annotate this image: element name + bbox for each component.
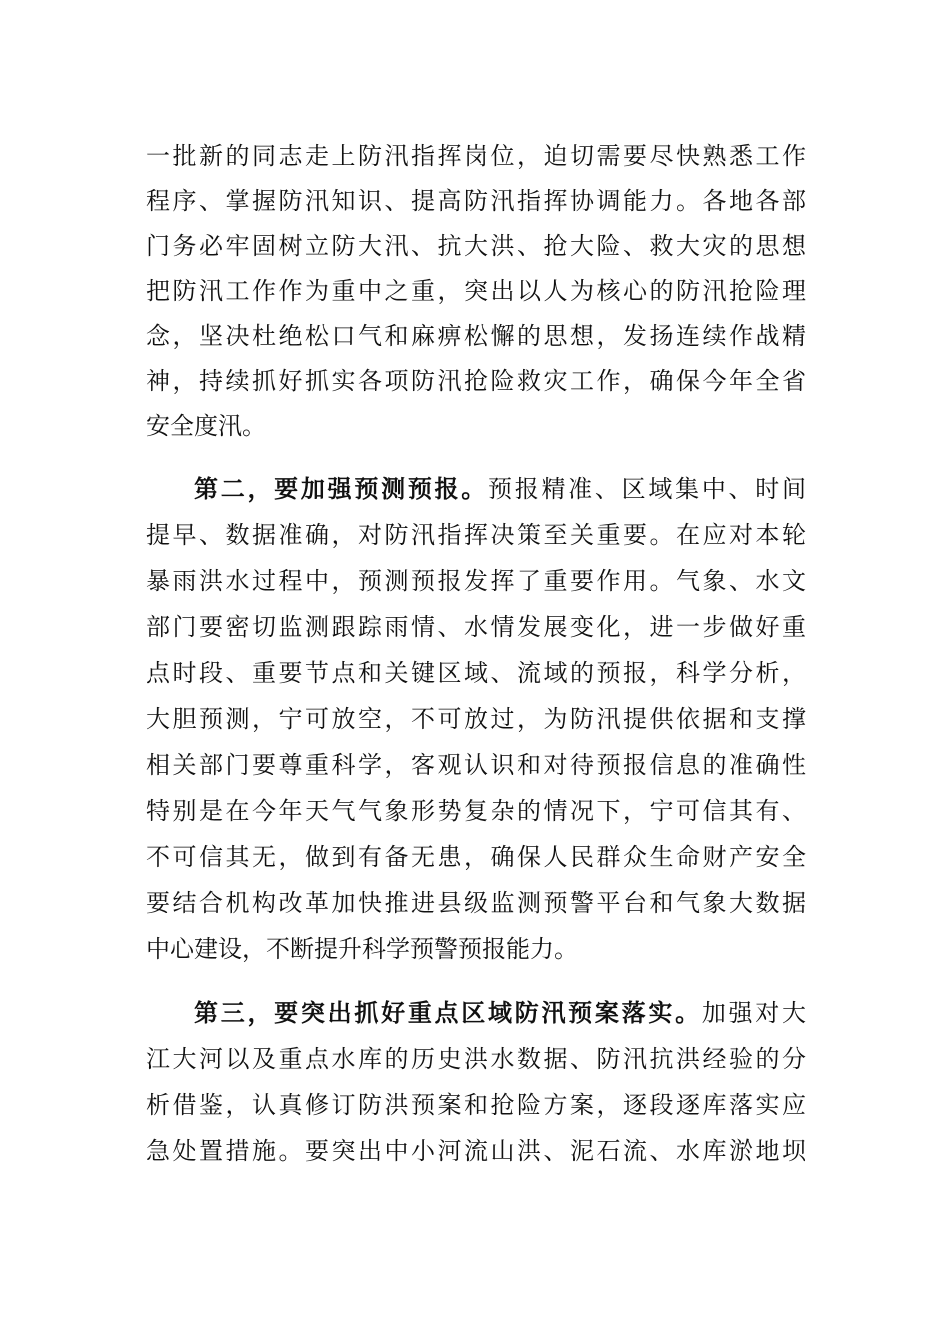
text-line-21: 析借鉴，认真修订防洪预案和抢险方案，逐段逐库落实应 xyxy=(146,1091,806,1119)
text-line-18: 中心建设，不断提升科学预警预报能力。 xyxy=(146,935,578,963)
section-3-first-line xyxy=(194,993,806,1033)
text-line-14: 相关部门要尊重科学，客观认识和对待预报信息的准确性 xyxy=(146,751,806,779)
text-line-11: 部门要密切监测跟踪雨情、水情发展变化，进一步做好重 xyxy=(146,613,806,641)
text-line-13: 大胆预测，宁可放空，不可放过，为防汛提供依据和支撑 xyxy=(146,705,806,733)
text-line-7: 安全度汛。 xyxy=(146,412,266,440)
text-line-1: 一批新的同志走上防汛指挥岗位，迫切需要尽快熟悉工作 xyxy=(146,142,806,170)
text-line-15: 特别是在今年天气气象形势复杂的情况下，宁可信其有、 xyxy=(146,797,806,825)
text-line-16: 不可信其无，做到有备无患，确保人民群众生命财产安全 xyxy=(146,843,806,871)
text-line-3: 门务必牢固树立防大汛、抗大洪、抢大险、救大灾的思想 xyxy=(146,232,806,260)
text-line-9: 提早、数据准确，对防汛指挥决策至关重要。在应对本轮 xyxy=(146,521,806,549)
text-line-2: 程序、掌握防汛知识、提高防汛指挥协调能力。各地各部 xyxy=(146,187,806,215)
section-2-heading: 第二，要加强预测预报。 xyxy=(194,475,488,503)
section-2-first-line xyxy=(194,469,806,509)
text-line-17: 要结合机构改革加快推进县级监测预警平台和气象大数据 xyxy=(146,889,806,917)
text-line-4: 把防汛工作作为重中之重，突出以人为核心的防汛抢险理 xyxy=(146,277,806,305)
section-2-lead-text: 预报精准、区域集中、时间 xyxy=(488,475,806,503)
text-line-6: 神，持续抓好抓实各项防汛抢险救灾工作，确保今年全省 xyxy=(146,367,806,395)
text-line-20: 江大河以及重点水库的历史洪水数据、防汛抗洪经验的分 xyxy=(146,1045,806,1073)
section-3-lead-text: 加强对大 xyxy=(701,999,806,1027)
text-line-12: 点时段、重要节点和关键区域、流域的预报，科学分析， xyxy=(146,659,806,687)
section-3-heading: 第三，要突出抓好重点区域防汛预案落实。 xyxy=(194,999,702,1027)
text-line-10: 暴雨洪水过程中，预测预报发挥了重要作用。气象、水文 xyxy=(146,567,806,595)
text-line-5: 念，坚决杜绝松口气和麻痹松懈的思想，发扬连续作战精 xyxy=(146,322,806,350)
text-line-22: 急处置措施。要突出中小河流山洪、泥石流、水库淤地坝 xyxy=(146,1137,806,1165)
